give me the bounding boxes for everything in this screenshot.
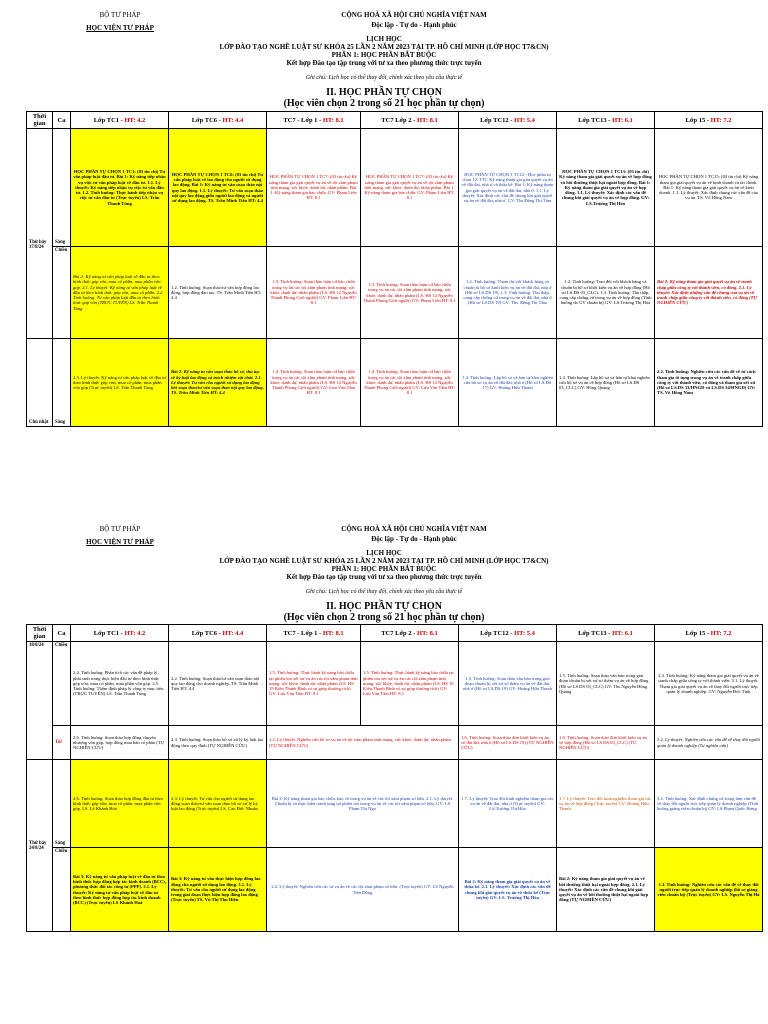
- schedule-cell: HỌC PHẦN TỰ CHỌN 1 TC6: (03 tín chỉ) Tư vấn pháp luật về lao động cho người sử dụng lao động. Bài 1: Kỹ năng tư vấn soạn thảo nội quy lao động. 1.1. Lý thuyết: Tư vấn soạn thảo nội quy lao động giữa người lao động và người sử dụng lao động. TS. Trần Minh Tiến HT: 4.4: [169, 129, 267, 247]
- schedule-cell: 2.6. Tình huống: Soạn thảo hợp đồng chuyển nhượng vốn góp, hợp đồng mua bán cổ phần (TỰ NGHIÊN CỨU): [71, 726, 169, 760]
- ministry-name: BỘ TƯ PHÁP: [99, 525, 141, 533]
- day-cell: Thứ bảy 17/8/24: [27, 129, 53, 339]
- col-header-tc7-1: TC7 - Lớp 1 - HT: 8.1: [267, 112, 361, 129]
- schedule-cell: 1.7. Lý thuyết: Trao đổi kinh nghiệm tham gia các vụ án về đất đai, nhà ở (Trực tuyến) GV: LS.Trương Thị Hòa: [459, 760, 557, 848]
- schedule-cell: 1.5. Tình huống: Soạn thảo văn bản trong giai đoạn chuẩn bị xét xử sơ thẩm vụ án về đất đai, nhà ở (Hồ sơ LS.DS 19) GV: Hoàng Hữu Thanh: [459, 642, 557, 726]
- shift-cell: Sáng: [53, 129, 71, 247]
- title-block: [0, 525, 768, 623]
- col-header-tc6: Lớp TC6 - HT: 4.4: [169, 112, 267, 129]
- col-header-tc7-2: TC7 Lớp 2 - HT: 8.1: [361, 112, 459, 129]
- col-header-shift: Ca: [53, 112, 71, 129]
- schedule-cell: 2.3. Tình huống: Kỹ năng tham gia giải quyết vụ án về tranh chấp giữa công ty với thành viên. 3.1. Lý thuyết: Tham gia giải quyết vụ án về thay đổi người trực tiếp quản lý doanh nghiệp. GV: Nguyễn Đức Tính: [655, 642, 763, 726]
- col-header-tc15: Lớp 15 - HT: 7.2: [655, 625, 763, 642]
- schedule-cell: 1.6. Tình huống: Soạn thảo đơn khởi kiện vụ án về hợp đồng (Hồ sơ LS.DS 03_CLC) (TỰ NGHIÊN CỨU): [557, 726, 655, 760]
- shift-cell: Sáng: [53, 760, 71, 848]
- schedule-cell: HỌC PHẦN TỰ CHỌN 1 TC12 - Học phần tự chọn 12: TTC Kỹ năng tham gia giải quyết vụ án về đất đai, nhà ở và thừa kế. Bài 1: Kỹ năng tham gia giải quyết vụ án về đất đai, nhà ở. 1.1. Lý thuyết: Xác định các vấn đề chung khi giải quyết vụ án về đất đai, nhà ở. GV: Ths.Đặng Thị Tâm: [459, 129, 557, 247]
- class-title: LỚP ĐÀO TẠO NGHỀ LUẬT SƯ KHÓA 25 LẦN 2 NĂM 2023 TẠI TP. HỒ CHÍ MINH (LỚP HỌC T7&CN): [219, 43, 549, 51]
- schedule-cell: 2.2. Tình huống: Soạn thảo/tư vấn soạn thảo nội quy lao động cho doanh nghiệp. TS. Trần Minh Tiến HT: 4.4: [169, 642, 267, 726]
- col-header-tc7-1: TC7 - Lớp 1 - HT: 8.1: [267, 625, 361, 642]
- schedule-cell: Bài 3: Kỹ năng tư vấn thực hiện hợp đồng lao động cho người sử dụng lao động. 3.1. Lý thuyết: Tư vấn cho người sử dụng lao động trong giai đoạn thực hiện hợp đồng lao động (Trực tuyến) TS. Vũ Thị Thu Hiền: [169, 848, 267, 932]
- table-row: [27, 848, 763, 932]
- col-header-tc1: Lớp TC1 - HT: 4.2: [71, 625, 169, 642]
- schedule-cell: HỌC PHẦN TỰ CHỌN 1 TC13: (03 tín chỉ) Kỹ năng tham gia giải quyết vụ án về hợp đồng và bồi thường thiệt hại ngoài hợp đồng. Bài 1: Kỹ năng tham gia giải quyết vụ án về hợp đồng. 1.1. Lý thuyết: Xác định các vấn đề chung khi giải quyết vụ án về hợp đồng. GV: LS.Trương Thị Hòa: [557, 129, 655, 247]
- table-row: [27, 760, 763, 848]
- schedule-cell: 2.6. Tình huống: Soạn thảo hợp đồng đầu tư theo hình thức góp vốn, mua cổ phần, mua phần vốn góp. LS. Lê Khánh Hoà: [71, 760, 169, 848]
- schedule-note: Ghi chú: Lịch học có thể thay đổi, chính xác theo yêu cầu thực tế: [305, 75, 463, 81]
- schedule-cell: 1.2. Lý thuyết: Nghiên cứu hồ sơ vụ án về tội xâm phạm tính mạng, sức khỏe, danh dự, nhân phẩm (TỰ NGHIÊN CỨU): [267, 726, 459, 760]
- col-header-tc12: Lớp TC12 - HT: 5.4: [459, 625, 557, 642]
- schedule-cell: Bài 2: Kỹ năng tham gia giải quyết vụ án về thừa kế. 2.1. Lý thuyết: Xác định các vấn đề chung khi giải quyết vụ án về thừa kế (Trực tuyến) GV: LS. Trương Thị Hòa: [459, 848, 557, 932]
- schedule-cell: HỌC PHẦN TỰ CHỌN 1 TC7: (03 tín chỉ) Kỹ năng tham gia giải quyết vụ án về tội xâm phạm tính mạng, sức khỏe, danh dự, nhân phẩm. Bài 1: Kỹ năng tham gia bào chữa. GV: Phạm Liên HT: 8.1: [361, 129, 459, 247]
- training-mode: Kết hợp Đào tạo tập trung với tư xa theo phương thức trực tuyến: [286, 573, 482, 581]
- day-cell: Thứ bảy 24/8/24: [27, 760, 53, 932]
- section-subtitle: (Học viên chọn 2 trong số 21 học phần tự chọn): [283, 612, 485, 623]
- schedule-cell: 2.2. Tình huống: Nghiên cứu các vấn đề về tư cách tham gia tố tụng trong vụ án về tranh chấp giữa công ty với thành viên, cổ đông và tham gia xét xử (Hồ sơ LS.DS 33/HNGD và LS.DS 34/HNGD) GV: TS. Võ Hồng Nam: [655, 339, 763, 427]
- republic-name: CỘNG HOÀ XÃ HỘI CHỦ NGHĨA VIỆT NAM: [341, 525, 487, 533]
- col-header-tc1: Lớp TC1 - HT: 4.2: [71, 112, 169, 129]
- ministry-name: BỘ TƯ PHÁP: [99, 11, 141, 19]
- schedule-cell: HỌC PHẦN TỰ CHỌN 1 TC7: (03 tín chỉ) Kỹ năng tham gia giải quyết vụ án về tội xâm phạm tính mạng, sức khỏe, danh dự, nhân phẩm. Bài 1: Kỹ năng tham gia bào chữa. GV: Phạm Liên HT: 8.1: [267, 129, 361, 247]
- schedule-cell: 2.3. Lý thuyết: Kỹ năng tư vấn pháp luật về đầu tư theo hình thức góp vốn, mua cổ phần, mua phần vốn góp (Trực tuyến) LS. Trần Thanh Tùng: [71, 339, 169, 427]
- class-title: LỚP ĐÀO TẠO NGHỀ LUẬT SƯ KHÓA 25 LẦN 2 NĂM 2023 TẠI TP. HỒ CHÍ MINH (LỚP HỌC T7&CN): [219, 557, 549, 565]
- schedule-cell: Bài 2: Kỹ năng tư vấn pháp luật về đầu tư theo hình thức góp vốn, mua cổ phần, mua phần vốn góp. 2.1. Lý thuyết: Kỹ năng tư vấn pháp luật về đầu tư theo hình thức góp vốn, mua cổ phần. 2.2. Tình huống: Tư vấn pháp luật đầu tư theo hình thức góp vốn (TRỰC TUYẾN) LS. Trần Thanh Tùng: [71, 247, 169, 339]
- schedule-cell: 1.4. Tình huống: Soạn thảo luận cứ bào chữa trong vụ án các tội xâm phạm tính mạng, sức khỏe, danh dự, nhân phẩm (LS. HS 12 Nguyễn Thanh Phong Giới người) GV: Lưu Văn Tâm HT: 8.1: [361, 339, 459, 427]
- schedule-cell: 1.2. Tình huống: Trao đổi với khách hàng và chuẩn bị hồ sơ khởi kiện vụ án về hợp đồng (Hồ sơ LS.DS 03_CLC). 1.3. Tình huống: Thu thập, cung cấp chứng cứ trong vụ án về hợp đồng (Tình huống do GV chuẩn bị) GV: LS.Trương Thị Hòa: [557, 247, 655, 339]
- motto: Độc lập - Tự do - Hạnh phúc: [371, 535, 457, 543]
- table-row: [27, 129, 763, 247]
- col-header-tc7-2: TC7 Lớp 2 - HT: 8.1: [361, 625, 459, 642]
- section-title: II. HỌC PHẦN TỰ CHỌN: [326, 601, 442, 612]
- schedule-cell: 1.6. Tình huống: Soạn thảo đơn khởi kiện vụ án về đất đai, nhà ở (Hồ sơ LS.DS 19) (TỰ NGHIÊN CỨU): [459, 726, 557, 760]
- col-header-tc13: Lớp TC13 - HT: 6.1: [557, 625, 655, 642]
- schedule-cell: 1.5. Tình huống: Thực hành kỹ năng bào chữa tại phiên tòa xét xử vụ án các tội xâm phạm tính mạng, sức khỏe, danh dự, nhân phẩm (LS. HS 19 Kiều Thanh Bình có sự giúp thường tích) GV: Lưu Văn Tâm HT: 8.1: [267, 642, 361, 726]
- schedule-cell: 2.3. Tình huống: Soạn thảo hồ sơ xử lý kỷ luật lao động theo quy định (TỰ NGHIÊN CỨU): [169, 726, 267, 760]
- col-header-time: Thời gian: [27, 112, 53, 129]
- schedule-cell: 1.4. Tình huống: Lập hồ sơ và bản tự khai nghiên cứu hồ sơ vụ án về hợp đồng (Hồ sơ LS.DS 03_CLC) GV: Hồng Quang: [557, 339, 655, 427]
- training-mode: Kết hợp Đào tạo tập trung với tư xa theo phương thức trực tuyến: [286, 59, 482, 67]
- academy-name: HỌC VIỆN TƯ PHÁP: [86, 24, 154, 32]
- col-header-tc15: Lớp 15 - HT: 7.2: [655, 112, 763, 129]
- schedule-cell: 1.2. Tình huống: Soạn thảo/tư vấn hợp đồng lao động, hợp đồng đào tạo. TS. Trần Minh Tiến HT: 4.4: [169, 247, 267, 339]
- shift-cell: Tối: [53, 726, 71, 760]
- schedule-cell: 3.2. Tình huống: Xác định chứng cứ trong tâm vấn đề về thay đổi người trực tiếp quản lý doanh nghiệp (Tình huống giảng viên chuẩn bị) GV: LS.Phạm Quốc Hưng: [655, 760, 763, 848]
- schedule-cell: 1.2. Tình huống: Tham dự với khách hàng và chuẩn bị hồ sơ kinh kiện vụ án về đất đai, nhà ở (Hồ sơ LS.DS 19). 1.3. Tình huống: Thu thập, cung cấp chứng cứ trong vụ án về đất đai, nhà ở (Hồ sơ LS.DS 19) GV: Ths. Đặng Thị Tâm: [459, 247, 557, 339]
- col-header-tc6: Lớp TC6 - HT: 4.4: [169, 625, 267, 642]
- col-header-tc12: Lớp TC12 - HT: 5.4: [459, 112, 557, 129]
- shift-cell: Sáng: [53, 339, 71, 427]
- schedule-cell: 1.5. Tình huống: Soạn thảo văn bản trong giai đoạn chuẩn bị xét xử sơ thẩm vụ án về hợp đồng (Hồ sơ LS.DS 03_CLC) GV: Ths.Nguyễn Hồng Quang: [557, 642, 655, 726]
- schedule-cell: HỌC PHẦN TỰ CHỌN 1 TC15: (03 tín chỉ) Kỹ năng tham gia giải quyết vụ án về kinh doanh và tài chính. Bài 1: Kỹ năng tham gia giải quyết vụ án về kinh doanh. 1.1. Lý thuyết: Xác định chung các vấn đề của vụ án. TS. Võ Hồng Nam: [655, 129, 763, 247]
- schedule-note: Ghi chú: Lịch học có thể thay đổi, chính xác theo yêu cầu thực tế: [305, 589, 463, 595]
- schedule-cell: 1.4. Tình huống: Soạn thảo luận cứ bào chữa trong vụ án các tội xâm phạm tính mạng, sức khỏe, danh dự, nhân phẩm (LS. HS 12 Nguyễn Thanh Phong Giới người) GV: Lưu Văn Tâm HT: 8.1: [267, 339, 361, 427]
- doc-type: LỊCH HỌC: [366, 549, 402, 557]
- col-header-shift: Ca: [53, 625, 71, 642]
- day-cell: 18/8/24: [27, 642, 53, 760]
- schedule-cell: 2.2. Lý thuyết: Nghiên cứu các tư vụ án về các tội xâm phạm sở hữu. (Trực tuyến) GV: LS Nguyễn Tiến Dũng: [267, 848, 459, 932]
- table-row: [27, 247, 763, 339]
- section-subtitle: (Học viên chọn 2 trong số 21 học phần tự chọn): [283, 98, 485, 109]
- schedule-cell: 1.5. Tình huống: Thực hành kỹ năng bào chữa tại phiên tòa xét xử vụ án các tội xâm phạm tính mạng, sức khỏe, danh dự, nhân phẩm (LS. HS 19 Kiều Thanh Bình có sự giúp thường tích) GV: Lưu Văn Tâm HT: 8.1: [361, 642, 459, 726]
- section-title: II. HỌC PHẦN TỰ CHỌN: [326, 87, 442, 98]
- schedule-cell: 2.3. Lý thuyết: Tư vấn cho người sử dụng lao động soạn thảo/tư vấn soạn thảo hồ sơ xử lý kỷ luật lao động (Trực tuyến) LS. Cao Đức Nhuận: [169, 760, 267, 848]
- schedule-cell: Bài 2: Kỹ năng tham gia bảo chữa, bảo vệ trong vụ án về các tội xâm phạm sở hữu. 2.1. Lý thuyết: Chuẩn bị và thực hiện tranh tụng tại phiên tòa trong vụ án về các tội xâm phạm sở hữu. GV: LS Phạm Thị Ngọ: [267, 760, 459, 848]
- shift-cell: Chiều: [53, 247, 71, 339]
- academy-name: HỌC VIỆN TƯ PHÁP: [86, 538, 154, 546]
- schedule-cell: 1.3. Tình huống: Soạn thảo luận cứ bào chữa trong vụ án các tội xâm phạm tính mạng, sức khỏe, danh dự, nhân phẩm (LS. HS 12 Nguyễn Thanh Phong Giới người) GV: Phạm Liên HT: 8.1: [361, 247, 459, 339]
- table-header-row: [27, 112, 763, 129]
- republic-name: CỘNG HOÀ XÃ HỘI CHỦ NGHĨA VIỆT NAM: [341, 11, 487, 19]
- day-cell: Chủ nhật: [27, 339, 53, 427]
- schedule-cell: Bài 2: Kỹ năng tư vấn soạn thảo hồ sơ, thủ tục về kỷ luật lao động và trách nhiệm vật chất. 2.1. Lý thuyết: Tư vấn cho người sử dụng lao động khi soạn thảo/tư vấn soạn thảo nội quy lao động. TS. Trần Minh Tiến HT: 4.4: [169, 339, 267, 427]
- motto: Độc lập - Tự do - Hạnh phúc: [371, 21, 457, 29]
- schedule-cell: HỌC PHẦN TỰ CHỌN 1 TC1: (03 tín chỉ) Tư vấn pháp luật đầu tư. Bài 1: Kỹ năng tiếp nhận vụ việc tư vấn pháp luật về đầu tư. 1.1. Lý thuyết: Kỹ năng tiếp nhận vụ việc tư vấn đầu tư. 1.2. Tình huống: Thực hành tiếp nhận vụ việc tư vấn đầu tư (Trực tuyến) LS. Trần Thanh Tùng: [71, 129, 169, 247]
- table-row: [27, 339, 763, 427]
- title-block: [0, 11, 768, 109]
- schedule-cell: 3.3. Tình huống: Nghiên cứu các vấn đề về thay đổi người trực tiếp quản lý doanh nghiệp (hồ sơ giảng viên chuẩn bị) (Trực tuyến) GV: LS. Nguyễn Thị Hà: [655, 848, 763, 932]
- phase-title: PHẦN 1: HỌC PHẦN BẮT BUỘC: [331, 565, 437, 573]
- schedule-cell: 3.2. Lý thuyết: Nghiên cứu các vấn đề về thay đổi người quản lý doanh nghiệp (Tự nghiên cứu): [655, 726, 763, 760]
- phase-title: PHẦN 1: HỌC PHẦN BẮT BUỘC: [331, 51, 437, 59]
- table-row: [27, 726, 763, 760]
- table-row: [27, 642, 763, 726]
- shift-cell: Chiều: [53, 642, 71, 726]
- schedule-cell: Bài 2: Kỹ năng tham gia giải quyết vụ án về tranh chấp giữa công ty với thành viên, cổ đông. 2.1. Lý thuyết: Xác định những vấn đề chung của vụ án về tranh chấp giữa công ty với thành viên, cổ đông (TỰ NGHIÊN CỨU): [655, 247, 763, 339]
- schedule-cell: 2.4. Tình huống: Phân tích các vấn đề pháp lý phát sinh trong thực hiện đầu tư theo hình thức góp vốn, mua cổ phần, mua phần vốn góp. 2.5. Tình huống: Thẩm định pháp lý công ty mục tiêu (TRỰC TUYẾN) LS. Trần Thanh Tùng: [71, 642, 169, 726]
- col-header-time: Thời gian: [27, 625, 53, 642]
- schedule-cell: Bài 3: Kỹ năng tư vấn pháp luật về đầu tư theo hình thức hợp đồng hợp tác kinh doanh (BCC), phương thức đối tác công tư (PPP). 3.1. Lý thuyết: Kỹ năng tư vấn pháp luật về đầu tư theo hình thức hợp đồng hợp tác kinh doanh (BCC) (Trực tuyến) LS Khánh Hoà: [71, 848, 169, 932]
- table-header-row: [27, 625, 763, 642]
- doc-type: LỊCH HỌC: [366, 35, 402, 43]
- schedule-cell: Bài 2: Kỹ năng tham gia giải quyết vụ án về bồi thường thiệt hại ngoài hợp đồng. 2.1. Lý thuyết: Xác định các vấn đề chung khi giải quyết vụ án về bồi thường thiệt hại ngoài hợp đồng (TỰ NGHIÊN CỨU): [557, 848, 655, 932]
- schedule-table-1: [26, 111, 763, 427]
- shift-cell: Chiều: [53, 848, 71, 932]
- schedule-cell: 1.7. Lý thuyết: Trao đổi kinh nghiệm tham gia các vụ án về hợp đồng (Trực tuyến) GV: Hoàng Hữu Thanh: [557, 760, 655, 848]
- col-header-tc13: Lớp TC13 - HT: 6.1: [557, 112, 655, 129]
- schedule-cell: 1.4. Tình huống: Lập hồ sơ và bản tự khai nghiên cứu hồ sơ vụ án về đất đai, nhà ở (Hồ sơ LS.DS 17) GV: Hoàng Hữu Thanh: [459, 339, 557, 427]
- schedule-table-2: [26, 624, 763, 932]
- schedule-cell: 1.3. Tình huống: Soạn thảo luận cứ bào chữa trong vụ án các tội xâm phạm tính mạng, sức khỏe, danh dự, nhân phẩm (LS. HS 12 Nguyễn Thanh Phong Giới người) GV: Phạm Liên HT: 8.1: [267, 247, 361, 339]
